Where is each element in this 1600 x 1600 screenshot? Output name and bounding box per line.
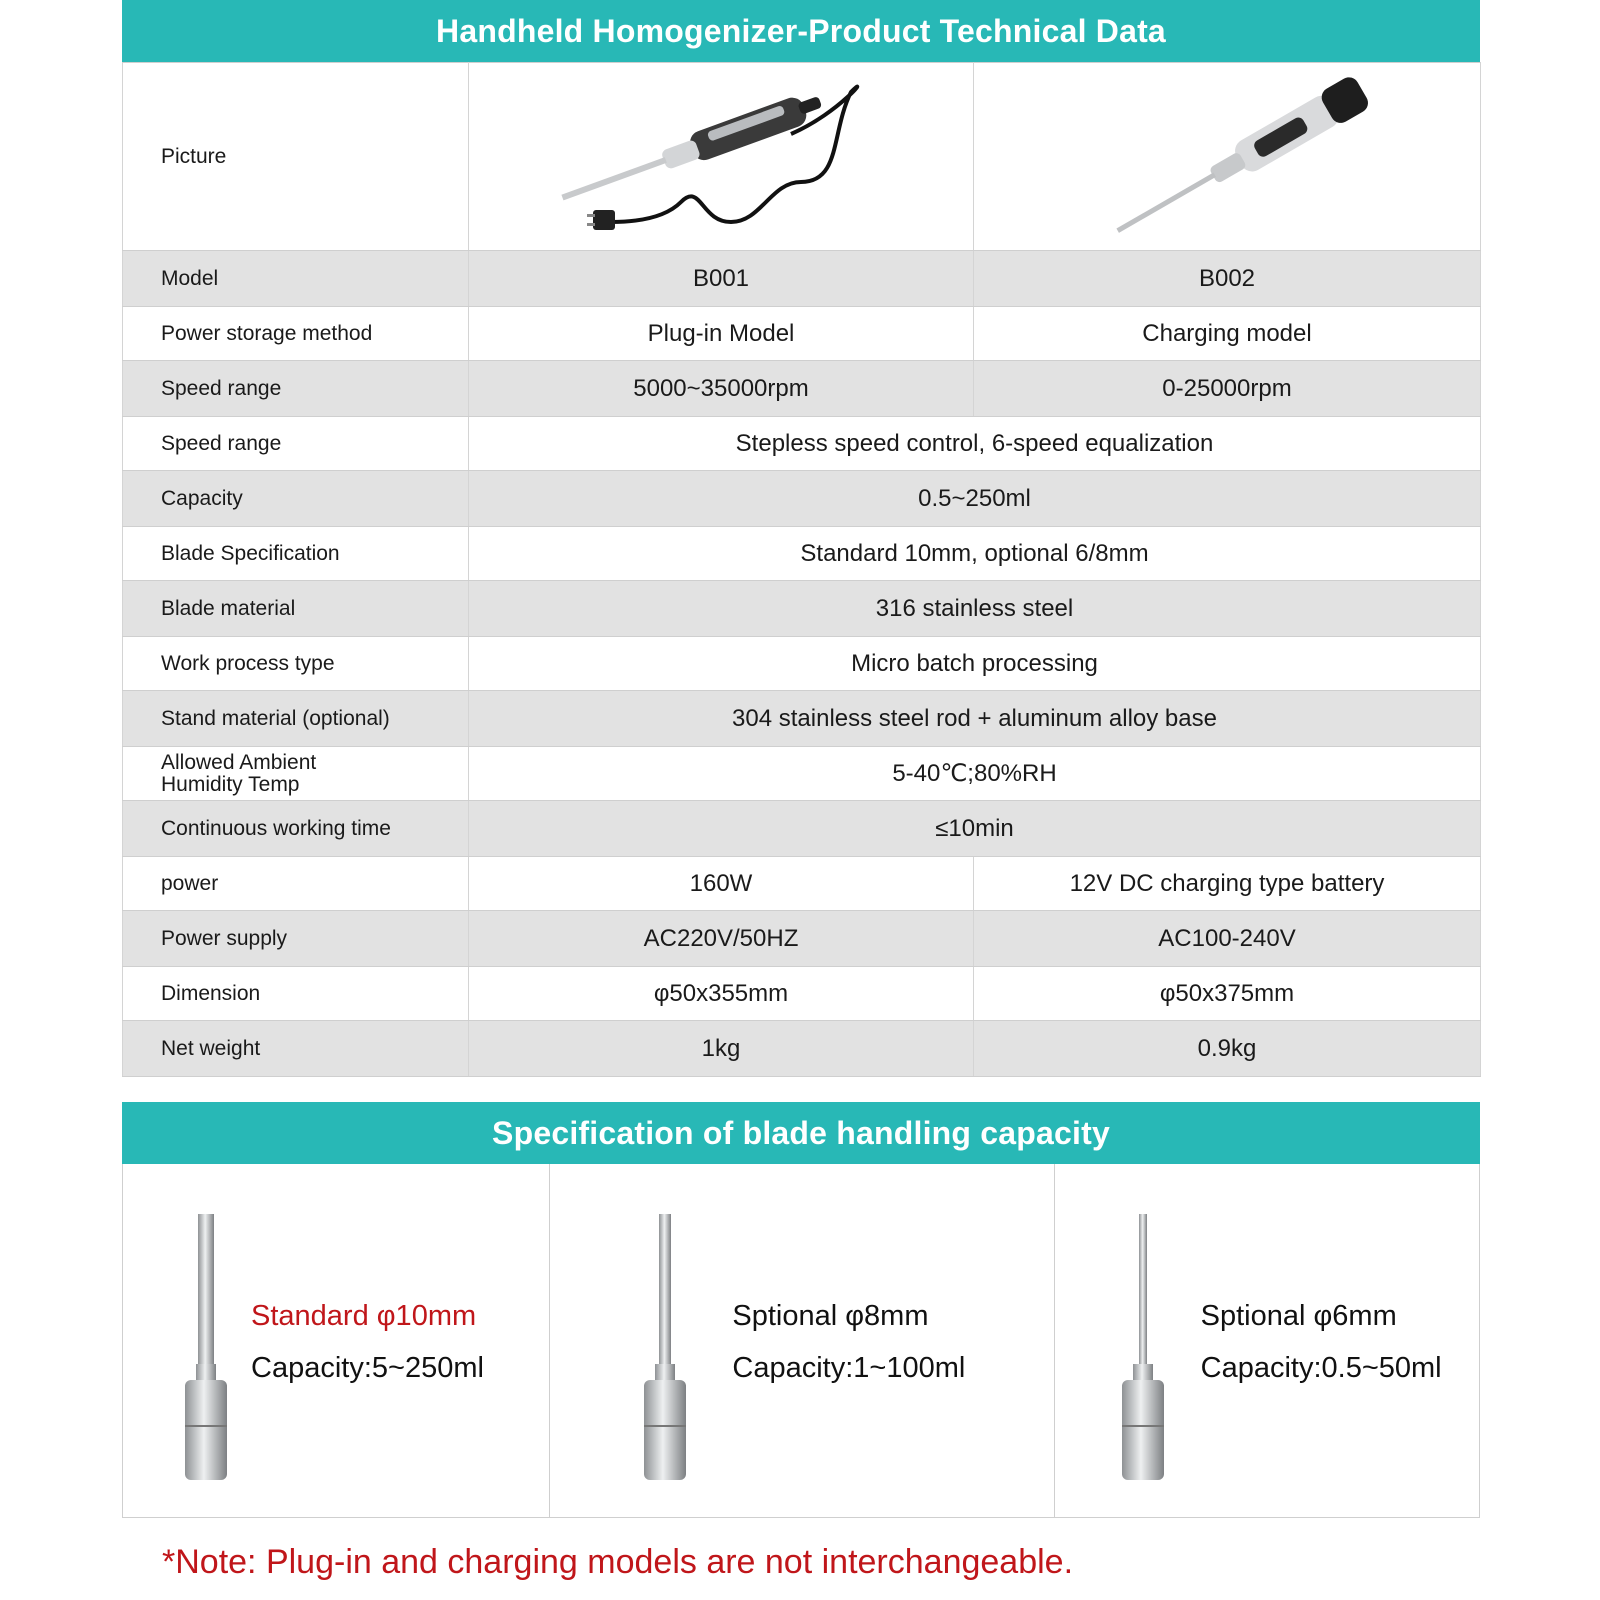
row-label: Net weight xyxy=(123,1021,469,1077)
blade-name: Sptional φ6mm xyxy=(1200,1300,1397,1332)
interchangeability-note: *Note: Plug-in and charging models are not interchangeable. xyxy=(162,1543,1074,1581)
blade-capacity: Capacity:5~250ml xyxy=(251,1352,484,1384)
blade-capacity: Capacity:1~100ml xyxy=(732,1352,966,1384)
b002-picture-cell xyxy=(974,63,1481,251)
row-label: Picture xyxy=(123,63,469,251)
blade-capacity-panel xyxy=(122,1164,1480,1518)
table-row-ambient xyxy=(123,747,1481,801)
stand-material-value: 304 stainless steel rod + aluminum alloy base xyxy=(469,691,1481,747)
homogenizer-b001-image xyxy=(551,72,891,242)
blade-cell-8mm xyxy=(549,1164,1053,1517)
table-row-blade-material xyxy=(123,581,1481,637)
row-label: Work process type xyxy=(123,637,469,691)
row-label: Power supply xyxy=(123,911,469,967)
row-label-line: Allowed Ambient xyxy=(161,750,317,774)
table-row-work-process xyxy=(123,637,1481,691)
b001-picture-cell xyxy=(469,63,974,251)
table-row-blade-spec xyxy=(123,527,1481,581)
b002-power-storage: Charging model xyxy=(974,307,1481,361)
table-row-model xyxy=(123,251,1481,307)
table-row-dimension xyxy=(123,967,1481,1021)
b002-power-supply: AC100-240V xyxy=(974,911,1481,967)
b002-dimension: φ50x375mm xyxy=(974,967,1481,1021)
blade-cell-10mm xyxy=(123,1164,549,1517)
row-label-line: Humidity Temp xyxy=(161,772,300,796)
b001-model: B001 xyxy=(469,251,974,307)
blade-material-value: 316 stainless steel xyxy=(469,581,1481,637)
b001-power: 160W xyxy=(469,857,974,911)
blade-section-banner xyxy=(122,1102,1480,1164)
table-row-stand-material xyxy=(123,691,1481,747)
row-label: Power storage method xyxy=(123,307,469,361)
row-label: Blade material xyxy=(123,581,469,637)
capacity-value: 0.5~250ml xyxy=(469,471,1481,527)
work-process-value: Micro batch processing xyxy=(469,637,1481,691)
b001-speed-range: 5000~35000rpm xyxy=(469,361,974,417)
speed-control-value: Stepless speed control, 6-speed equalization xyxy=(469,417,1481,471)
b001-dimension: φ50x355mm xyxy=(469,967,974,1021)
blade-spec-value: Standard 10mm, optional 6/8mm xyxy=(469,527,1481,581)
ambient-value: 5-40℃;80%RH xyxy=(469,747,1481,801)
blade-cell-6mm xyxy=(1054,1164,1479,1517)
table-row-capacity xyxy=(123,471,1481,527)
page-title: Handheld Homogenizer-Product Technical Data xyxy=(436,12,1166,49)
b001-power-storage: Plug-in Model xyxy=(469,307,974,361)
table-row-speed-range xyxy=(123,361,1481,417)
homogenizer-b002-image xyxy=(1057,72,1397,242)
working-time-value: ≤10min xyxy=(469,801,1481,857)
b002-model: B002 xyxy=(974,251,1481,307)
spec-table xyxy=(122,62,1481,1077)
table-row-power-storage xyxy=(123,307,1481,361)
blade-10mm-image xyxy=(181,1214,231,1484)
row-label: Stand material (optional) xyxy=(123,691,469,747)
blade-8mm-image xyxy=(640,1214,690,1484)
blade-text-8mm xyxy=(732,1290,965,1394)
row-label: Speed range xyxy=(123,361,469,417)
blade-capacity: Capacity:0.5~50ml xyxy=(1200,1352,1442,1384)
row-label: Dimension xyxy=(123,967,469,1021)
row-label: Capacity xyxy=(123,471,469,527)
table-row-picture xyxy=(123,63,1481,251)
row-label: Blade Specification xyxy=(123,527,469,581)
row-label xyxy=(123,747,469,801)
row-label: Model xyxy=(123,251,469,307)
b001-net-weight: 1kg xyxy=(469,1021,974,1077)
b001-power-supply: AC220V/50HZ xyxy=(469,911,974,967)
row-label: power xyxy=(123,857,469,911)
blade-text-10mm xyxy=(251,1290,484,1394)
blade-text-6mm xyxy=(1201,1290,1442,1394)
table-row-net-weight xyxy=(123,1021,1481,1077)
b002-speed-range: 0-25000rpm xyxy=(974,361,1481,417)
row-label: Speed range xyxy=(123,417,469,471)
table-row-power-supply xyxy=(123,911,1481,967)
blade-name: Sptional φ8mm xyxy=(732,1300,929,1332)
blade-section-title: Specification of blade handling capacity xyxy=(492,1114,1110,1151)
blade-6mm-image xyxy=(1118,1214,1168,1484)
blade-name: Standard φ10mm xyxy=(251,1300,477,1332)
b002-net-weight: 0.9kg xyxy=(974,1021,1481,1077)
table-row-power xyxy=(123,857,1481,911)
table-row-speed-control xyxy=(123,417,1481,471)
row-label: Continuous working time xyxy=(123,801,469,857)
b002-power: 12V DC charging type battery xyxy=(974,857,1481,911)
page-title-banner xyxy=(122,0,1480,62)
table-row-working-time xyxy=(123,801,1481,857)
